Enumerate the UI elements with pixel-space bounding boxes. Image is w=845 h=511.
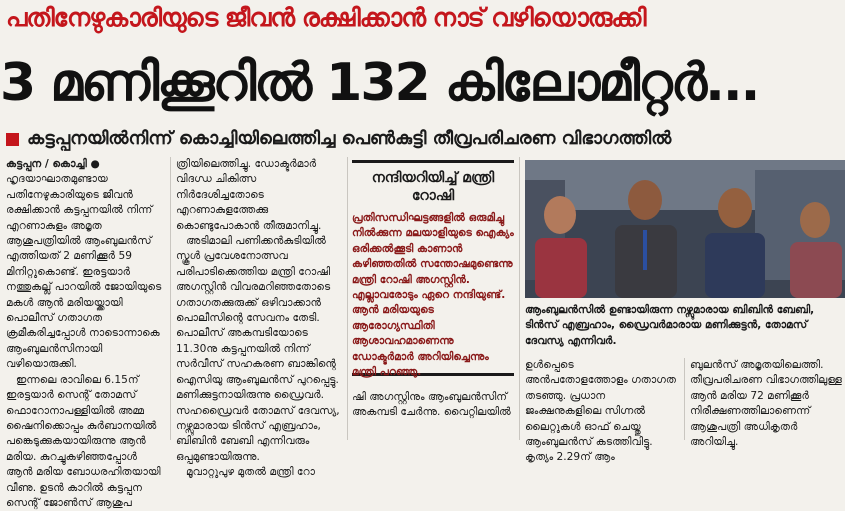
ambulance-crew-photo	[525, 160, 845, 298]
quote-box	[352, 160, 514, 379]
paragraph: അടിമാലി പണിക്കൻകുടിയിൽ സ്കൂൾ പ്രവേശനോത്സവ പരിപാടിക്കെത്തിയ മന്ത്രി റോഷി അഗസ്റ്റിൻ വിവരമറിഞ്ഞതോടെ ഗതാഗതക്കുരുക്ക് ഒഴിവാക്കാൻ പൊലീസിന്റെ സേവനം തേടി. പൊലീസ് അകമ്പടിയോടെ 11.30നു കട്ടപ്പനയിൽ നിന്ന് സർവീസ് സഹകരണ ബാങ്കിന്റെ ഐസിയു ആംബുലൻസ് പുറപ്പെട്ടു. മണിക്കുട്ടനായിരുന്നു ഡ്രൈവർ. സഹഡ്രൈവർ തോമസ് ദേവസ്യ, നഴ്സുമാരായ ടിൻസ് എബ്രഹാം, ബിബിൻ ബേബി എന്നിവരും ഒപ്പമുണ്ടായിരുന്നു.	[176, 235, 340, 463]
red-square-bullet-icon	[6, 133, 19, 146]
article-column-5: ബുലൻസ് അമൃതയിലെത്തി. തീവ്രപരിചരണ വിഭാഗത്തിലുള്ള ആൻ മരിയ 72 മണിക്കൂർ നിരീക്ഷണത്തിലാണെന്ന് ആശുപത്രി അധികൃതർ അറിയിച്ചു.	[690, 359, 842, 449]
paragraph: മൂവാറ്റുപുഴ മുതൽ മന്ത്രി റോ	[186, 466, 315, 479]
article-column-2	[176, 157, 344, 479]
paragraph: ഹൃദയാഘാതമുണ്ടായ പതിനേഴുകാരിയുടെ ജീവൻ രക്ഷിക്കാൻ കട്ടപ്പനയിൽ നിന്ന് എറണാകുളം അമൃത ആശുപത്രിയിൽ ആംബുലൻസ് എത്തിയത് 2 മണിക്കൂർ 59 മിനിറ്റുകൊണ്ട്. ഇരട്ടയാർ നത്തുകല്ല് പാറയിൽ ജോയിയുടെ മകൾ ആൻ മരിയയ്ക്കായി പൊലീസ് ഗതാഗത ക്രമീകരിച്ചപ്പോൾ നാടൊന്നാകെ ആംബുലൻസിനായി വഴിയൊരുക്കി.	[6, 173, 162, 371]
article-column-3-continuation: ഷി അഗസ്റ്റിനും ആംബുലൻസിന് അകമ്പടി ചേർന്നു. വൈറ്റിലയിൽ	[352, 391, 511, 419]
column-divider	[519, 157, 520, 440]
quote-text: പ്രതിസന്ധിഘട്ടങ്ങളിൽ ഒരുമിച്ചു നിൽക്കുന്ന മലയാളിയുടെ ഐക്യം ഒരിക്കൽക്കൂടി കാണാൻ കഴിഞ്ഞതിൽ സന്തോഷമുണ്ടെന്നു മന്ത്രി റോഷി അഗസ്റ്റിൻ. എല്ലാവരോടും ഏറെ നന്ദിയുണ്ട്. ആൻ മരിയയുടെ ആരോഗ്യസ്ഥിതി ആശാവഹമാണെന്നു ഡോക്ടർമാർ അറിയിച്ചെന്നും മന്ത്രി പറഞ്ഞു.	[352, 212, 514, 379]
paragraph: ത്രിയിലെത്തിച്ചു. ഡോക്ടർമാർ വിദഗ്ധ ചികിത്സ നിർദേശിച്ചതോടെ എറണാകുളത്തേക്കു കൊണ്ടുപോകാൻ തീരുമാനിച്ചു.	[176, 158, 322, 232]
photo-caption: ആംബുലൻസിൽ ഉണ്ടായിരുന്ന നഴ്സുമാരായ ബിബിൻ ബേബി, ടിൻസ് എബ്രഹാം, ഡ്രൈവർമാരായ മണിക്കുട്ടൻ, തോമസ് ദേവസ്യ എന്നിവർ.	[525, 304, 815, 347]
article-column-1	[6, 157, 166, 509]
column-1-text	[6, 157, 166, 373]
paragraph: ഇന്നലെ രാവിലെ 6.15ന് ഇരട്ടയാർ സെന്റ് തോമസ് ഫൊറോനാപള്ളിയിൽ അമ്മ ഷൈനിക്കൊപ്പം കുർബാനയിൽ പങ്കെടുക്കുകയായിരുന്നു ആൻ മരിയ. കുറച്ചുകഴിഞ്ഞപ്പോൾ ആൻ മരിയ ബോധരഹിതയായി വീണു. ഉടൻ കാറിൽ കട്ടപ്പന സെന്റ് ജോൺസ് ആശുപ	[6, 373, 161, 509]
photo-illustration	[525, 160, 845, 298]
column-divider	[684, 358, 685, 440]
column-divider	[347, 157, 348, 440]
kicker-headline: പതിനേഴുകാരിയുടെ ജീവൻ രക്ഷിക്കാൻ നാട് വഴിയൊരുക്കി	[6, 3, 646, 32]
article-column-4: ഉൾപ്പെടെ അൻപതോളത്തോളം ഗതാഗത തടഞ്ഞു. പ്രധാന ജംക്ഷനുകളിലെ സിഗ്നൽ ലൈറ്റുകൾ ഓഫ് ചെയ്തു ആംബുലൻസ് കടത്തിവിട്ടു. കൃത്യം 2.29ന് ആം	[525, 359, 676, 464]
main-headline: 3 മണിക്കൂറിൽ 132 കിലോമീറ്റർ...	[0, 53, 759, 113]
column-divider	[170, 157, 171, 440]
subheadline-text: കട്ടപ്പനയിൽനിന്ന് കൊച്ചിയിലെത്തിച്ച പെൺകുട്ടി തീവ്രപരിചരണ വിഭാഗത്തിൽ	[27, 128, 672, 149]
quote-title: നന്ദിയറിയിച്ച് മന്ത്രി റോഷി	[371, 170, 495, 204]
subheadline	[6, 128, 836, 154]
dateline: കട്ടപ്പന / കൊച്ചി ●	[6, 158, 100, 170]
